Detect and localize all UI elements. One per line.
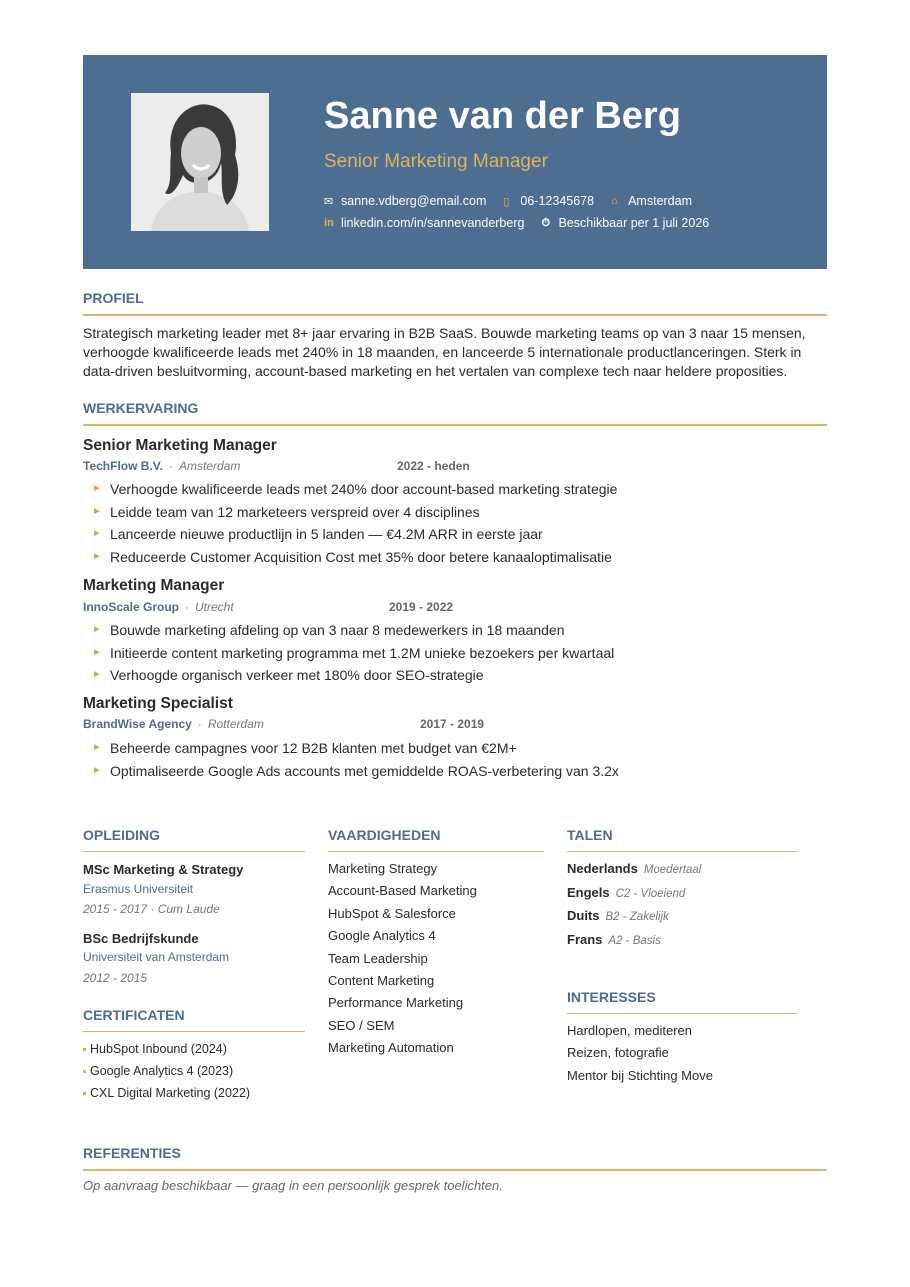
list-item	[567, 858, 701, 882]
list-item	[92, 737, 619, 760]
resume-header	[83, 55, 827, 269]
education-school: Erasmus Universiteit	[83, 882, 194, 896]
job-period: 2017 - 2019	[420, 717, 485, 731]
section-title-experience: WERKERVARING	[83, 400, 199, 416]
list-item	[567, 929, 701, 953]
bullet-triangle-icon: ►	[92, 742, 102, 753]
job-period: 2022 - heden	[397, 459, 470, 473]
email-text: sanne.vdberg@email.com	[341, 194, 487, 208]
contact-availability	[541, 216, 709, 230]
list-item: Performance Marketing	[328, 995, 464, 1011]
job-city: Amsterdam	[179, 459, 241, 473]
list-item: HubSpot & Salesforce	[328, 905, 456, 921]
section-rule-experience	[83, 424, 827, 426]
language-level: Moedertaal	[643, 864, 702, 876]
job-bullets	[92, 478, 617, 568]
list-item: SEO / SEM	[328, 1017, 395, 1033]
list-item	[92, 478, 617, 501]
envelope-icon: ✉	[324, 195, 334, 208]
meta-separator: ·	[197, 717, 202, 731]
contact-location	[611, 194, 692, 208]
section-rule-skills	[328, 851, 544, 852]
availability-text: Beschikbaar per 1 juli 2026	[558, 216, 710, 230]
bullet-triangle-icon: ►	[92, 624, 102, 635]
contact-phone[interactable]	[503, 194, 594, 208]
section-title-languages: TALEN	[567, 827, 613, 843]
bullet-square-icon	[83, 1070, 86, 1073]
language-name: Engels	[567, 884, 610, 900]
bullet-text: Bouwde marketing afdeling op van 3 naar 8 medewerkers in 18 maanden	[110, 622, 565, 638]
section-rule-languages	[567, 851, 797, 852]
bullet-text: Initieerde content marketing programma met 1.2M unieke bezoekers per kwartaal	[110, 644, 615, 661]
section-title-references: REFERENTIES	[83, 1145, 182, 1161]
section-rule-references	[83, 1169, 827, 1171]
list-item	[92, 664, 614, 687]
bullet-text: Optimaliseerde Google Ads accounts met gemiddelde ROAS-verbetering van 3.2x	[110, 762, 619, 779]
list-item: Mentor bij Stichting Move	[567, 1067, 713, 1083]
education-school: Universiteit van Amsterdam	[83, 950, 230, 964]
list-item	[83, 1038, 250, 1060]
profile-summary: Strategisch marketing leader met 8+ jaar ervaring in B2B SaaS. Bouwde marketing teams op van 3 naar 15 mensen, verhoogde kwalificeerde leads met 240% in 18 maanden, en lanceerde 5 internationale productlanceringen. Sterk in data-driven besluitvorming, account-based marketing en het vertalen van complexe tech naar heldere proposities.	[83, 325, 806, 379]
job-role: Marketing Manager	[83, 577, 225, 594]
job-meta	[83, 717, 264, 731]
language-level: A2 - Basis	[608, 934, 661, 947]
bullet-triangle-icon: ►	[92, 528, 102, 539]
list-item	[92, 523, 617, 546]
contact-email[interactable]	[324, 194, 486, 208]
job-meta	[83, 600, 234, 614]
portrait-image	[131, 93, 269, 231]
list-item: Hardlopen, mediteren	[567, 1023, 693, 1038]
profile-photo	[131, 93, 269, 231]
education-meta: 2012 - 2015	[83, 971, 148, 985]
section-rule-interests	[567, 1013, 797, 1014]
bullet-text: Verhoogde organisch verkeer met 180% door SEO-strategie	[110, 667, 484, 683]
education-degree: MSc Marketing & Strategy	[83, 862, 244, 877]
contact-row-1	[324, 194, 709, 208]
language-level: B2 - Zakelijk	[605, 911, 669, 924]
list-item	[92, 501, 617, 524]
bullet-square-icon	[83, 1092, 86, 1095]
bullet-text: Beheerde campagnes voor 12 B2B klanten met budget van €2M+	[110, 740, 517, 756]
list-item: Team Leadership	[328, 950, 428, 966]
list-item: Account-Based Marketing	[328, 883, 477, 899]
job-period: 2019 - 2022	[389, 600, 454, 614]
list-item: Content Marketing	[328, 973, 435, 989]
section-title-skills: VAARDIGHEDEN	[328, 827, 441, 843]
job-company: BrandWise Agency	[83, 717, 192, 731]
section-rule-certificates	[83, 1031, 305, 1032]
clock-icon: ⏱	[541, 216, 551, 229]
bullet-triangle-icon: ►	[92, 483, 102, 494]
languages-list	[567, 858, 701, 952]
bullet-text: Lanceerde nieuwe productlijn in 5 landen — €4.2M ARR in eerste jaar	[110, 526, 543, 542]
section-rule-profile	[83, 314, 827, 316]
education-meta: 2015 - 2017 · Cum Laude	[83, 902, 220, 916]
meta-separator: ·	[169, 459, 174, 473]
certificates-list	[83, 1038, 250, 1104]
language-name: Frans	[567, 931, 603, 947]
contact-linkedin[interactable]	[324, 216, 524, 230]
section-title-education: OPLEIDING	[83, 827, 161, 843]
job-role: Senior Marketing Manager	[83, 437, 277, 454]
job-meta	[83, 459, 240, 473]
list-item: Google Analytics 4	[328, 928, 436, 944]
list-item	[567, 905, 701, 929]
bullet-triangle-icon: ►	[92, 505, 102, 517]
references-text: Op aanvraag beschikbaar — graag in een persoonlijk gesprek toelichten.	[83, 1178, 503, 1193]
job-city: Utrecht	[195, 600, 234, 614]
linkedin-text: linkedin.com/in/sannevanderberg	[341, 216, 525, 230]
job-bullets	[92, 737, 619, 782]
candidate-title: Senior Marketing Manager	[324, 151, 548, 172]
bullet-text: Leidde team van 12 marketeers verspreid over 4 disciplines	[110, 503, 480, 520]
language-name: Nederlands	[567, 861, 638, 876]
bullet-text: Reduceerde Customer Acquisition Cost met 35% door betere kanaaloptimalisatie	[110, 548, 612, 565]
language-level: C2 - Vloeiend	[615, 887, 686, 900]
list-item	[92, 619, 614, 642]
job-company: InnoScale Group	[83, 600, 180, 614]
bullet-square-icon	[83, 1048, 86, 1051]
meta-separator: ·	[185, 600, 190, 614]
certificate-text: HubSpot Inbound (2024)	[90, 1042, 227, 1056]
job-bullets	[92, 619, 614, 687]
job-role: Marketing Specialist	[83, 695, 233, 712]
interests-list	[567, 1020, 713, 1087]
list-item	[92, 642, 614, 665]
section-title-interests: INTERESSES	[567, 989, 656, 1005]
list-item	[83, 1060, 250, 1082]
section-rule-education	[83, 851, 305, 852]
list-item	[92, 760, 619, 783]
linkedin-icon: in	[324, 217, 334, 229]
contact-row-2	[324, 216, 726, 230]
certificate-text: Google Analytics 4 (2023)	[90, 1064, 234, 1078]
list-item	[92, 546, 617, 569]
section-title-certificates: CERTIFICATEN	[83, 1007, 185, 1023]
phone-text: 06-12345678	[520, 194, 595, 208]
list-item: Marketing Strategy	[328, 861, 438, 876]
job-city: Rotterdam	[207, 717, 264, 731]
certificate-text: CXL Digital Marketing (2022)	[90, 1086, 251, 1100]
location-text: Amsterdam	[628, 194, 692, 208]
home-icon: ⌂	[611, 195, 618, 207]
list-item	[567, 882, 701, 906]
phone-icon: ▯	[503, 195, 510, 208]
candidate-name: Sanne van der Berg	[324, 95, 681, 137]
list-item: Marketing Automation	[328, 1040, 454, 1056]
bullet-triangle-icon: ►	[92, 550, 102, 562]
bullet-triangle-icon: ►	[92, 669, 102, 680]
bullet-triangle-icon: ►	[92, 764, 102, 776]
skills-list	[328, 858, 477, 1060]
list-item	[83, 1082, 250, 1104]
section-title-profile: PROFIEL	[83, 290, 144, 306]
education-degree: BSc Bedrijfskunde	[83, 931, 199, 946]
bullet-triangle-icon: ►	[92, 646, 102, 658]
language-name: Duits	[567, 908, 600, 924]
job-company: TechFlow B.V.	[83, 459, 164, 473]
bullet-text: Verhoogde kwalificeerde leads met 240% door account-based marketing strategie	[110, 481, 618, 497]
list-item: Reizen, fotografie	[567, 1045, 669, 1061]
